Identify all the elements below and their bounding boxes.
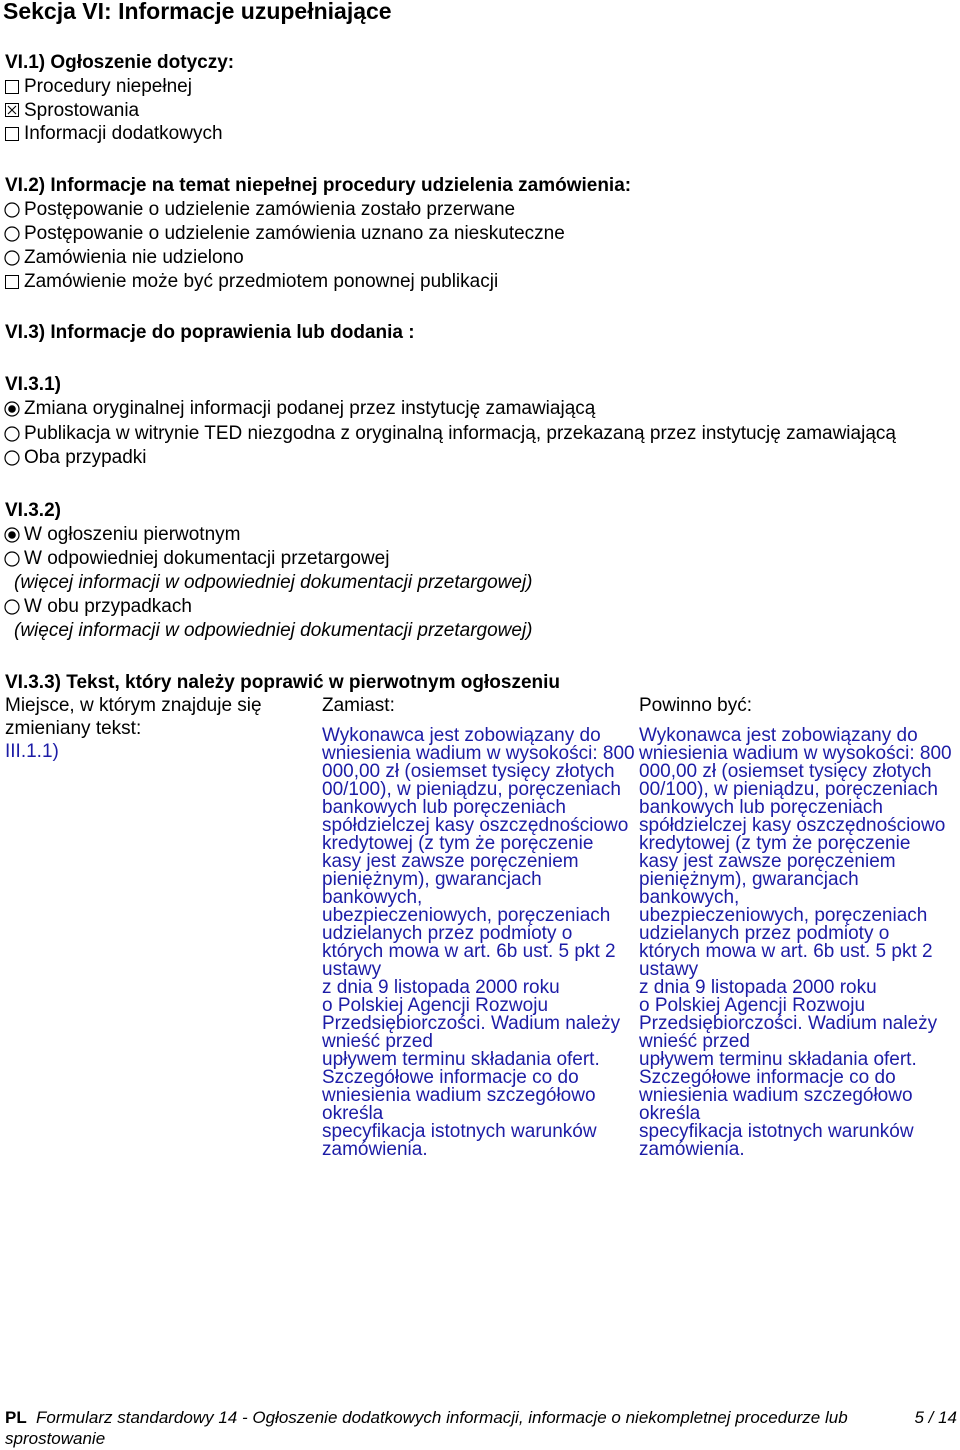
section-vi3-2 [0, 499, 960, 643]
footer-page-number: 5 / 14 [914, 1408, 957, 1427]
option-label: W ogłoszeniu pierwotnym [24, 524, 241, 545]
should-be-text-line: kredytowej (z tym że poręczenie [639, 833, 911, 854]
section-title: Sekcja VI: Informacje uzupełniające [3, 0, 392, 24]
should-be-text-line: ubezpieczeniowych, poręczeniach [639, 905, 928, 926]
option-label: Postępowanie o udzielenie zamówienia uznano za nieskuteczne [24, 223, 565, 244]
option-label: Zamówienia nie udzielono [24, 247, 244, 268]
footer-language-code: PL [5, 1408, 27, 1427]
instead-text-line: pieniężnym), gwarancjach [322, 869, 542, 890]
should-be-text-line: pieniężnym), gwarancjach [639, 869, 859, 890]
footer-form-title: Formularz standardowy 14 - Ogłoszenie dodatkowych informacji, informacje o niekompletnej procedurze lub [36, 1408, 848, 1427]
option-ponowna-publikacja [0, 270, 960, 294]
instead-column [322, 694, 637, 1159]
radio-empty-icon [4, 426, 20, 442]
option-label: Postępowanie o udzielenie zamówienia zostało przerwane [24, 199, 516, 220]
instead-text-line: 000,00 zł (osiemset tysięcy złotych [322, 761, 615, 782]
should-be-column-header: Powinno być: [639, 695, 753, 716]
option-label: Publikacja w witrynie TED niezgodna z oryginalną informacją, przekazaną przez instytucję zamawiającą [24, 422, 896, 444]
checkbox-empty-icon [5, 127, 19, 141]
option-label: W obu przypadkach [24, 596, 192, 617]
instead-text-line: 00/100), w pieniądzu, poręczeniach [322, 779, 621, 800]
should-be-text-line: kasy jest zawsze poręczeniem [639, 851, 896, 872]
should-be-text-line: udzielanych przez podmioty o [639, 923, 890, 944]
instead-text-line: specyfikacja istotnych warunków [322, 1121, 597, 1142]
radio-empty-icon [4, 599, 20, 615]
should-be-text-line: spółdzielczej kasy oszczędnościowo [639, 815, 946, 836]
option-oba-przypadki [0, 446, 960, 471]
radio-empty-icon [4, 551, 20, 567]
should-be-text-line: zamówienia. [639, 1139, 745, 1160]
changed-section-reference: III.1.1) [5, 741, 59, 762]
option-postepowanie-nieskuteczne [0, 222, 960, 246]
radio-empty-icon [4, 250, 20, 266]
option-label: Zmiana oryginalnej informacji podanej przez instytucję zamawiającą [24, 398, 596, 419]
instead-text-line: określa [322, 1103, 384, 1124]
should-be-text-line: 000,00 zł (osiemset tysięcy złotych [639, 761, 932, 782]
option-note: (więcej informacji w odpowiedniej dokumentacji przetargowej) [14, 620, 533, 641]
option-label: Sprostowania [24, 99, 140, 121]
section-vi2 [0, 174, 960, 294]
section-vi3-1 [0, 373, 960, 471]
should-be-text-line: Szczegółowe informacje co do [639, 1067, 896, 1088]
instead-text-line: Przedsiębiorczości. Wadium należy [322, 1013, 621, 1034]
checkbox-checked-icon [5, 103, 19, 117]
vi3-heading: VI.3) Informacje do poprawienia lub dodania : [5, 322, 415, 343]
option-label: Procedury niepełnej [24, 76, 192, 97]
vi31-heading: VI.3.1) [5, 374, 61, 395]
radio-selected-icon [4, 527, 20, 543]
vi2-heading: VI.2) Informacje na temat niepełnej procedury udzielenia zamówienia: [5, 175, 632, 196]
should-be-text-line: wnieść przed [639, 1031, 750, 1052]
instead-text-line: Wykonawca jest zobowiązany do [322, 725, 601, 746]
section-vi3 [0, 321, 960, 345]
should-be-text-line: wniesienia wadium w wysokości: 800 [639, 743, 952, 764]
instead-text-line: wniesienia wadium szczegółowo [322, 1085, 596, 1106]
should-be-text [639, 727, 957, 1159]
instead-text-line: udzielanych przez podmioty o [322, 923, 573, 944]
should-be-text-line: bankowych lub poręczeniach [639, 797, 883, 818]
radio-empty-icon [4, 226, 20, 242]
instead-text-line: wniesienia wadium w wysokości: 800 [322, 743, 635, 764]
instead-text-line: zamówienia. [322, 1139, 428, 1160]
option-sprostowania [0, 99, 960, 123]
instead-text-line: Szczegółowe informacje co do [322, 1067, 579, 1088]
instead-text-line: z dnia 9 listopada 2000 roku [322, 977, 560, 998]
section-vi1 [0, 51, 960, 146]
instead-text-line: o Polskiej Agencji Rozwoju [322, 995, 549, 1016]
radio-empty-icon [4, 202, 20, 218]
section-vi3-3 [0, 671, 960, 695]
instead-text-line: których mowa w art. 6b ust. 5 pkt 2 [322, 941, 616, 962]
vi32-heading: VI.3.2) [5, 500, 61, 521]
should-be-text-line: bankowych, [639, 887, 740, 908]
instead-text-line: upływem terminu składania ofert. [322, 1049, 600, 1070]
footer-form-title-continued: sprostowanie [5, 1429, 106, 1448]
should-be-text-line: Wykonawca jest zobowiązany do [639, 725, 918, 746]
option-publikacja-ted-niezgodna [0, 422, 960, 447]
place-column-header: Miejsce, w którym znajduje się zmieniany tekst: [5, 695, 262, 739]
option-procedury-niepelnej [0, 75, 960, 99]
option-w-obu-przypadkach [0, 595, 960, 619]
instead-text-line: wnieść przed [322, 1031, 433, 1052]
radio-empty-icon [4, 450, 20, 466]
instead-text-line: spółdzielczej kasy oszczędnościowo [322, 815, 629, 836]
should-be-text-line: których mowa w art. 6b ust. 5 pkt 2 [639, 941, 933, 962]
instead-text-line: bankowych lub poręczeniach [322, 797, 566, 818]
should-be-text-line: z dnia 9 listopada 2000 roku [639, 977, 877, 998]
should-be-text-line: wniesienia wadium szczegółowo [639, 1085, 913, 1106]
should-be-text-line: specyfikacja istotnych warunków [639, 1121, 914, 1142]
should-be-text-line: o Polskiej Agencji Rozwoju [639, 995, 866, 1016]
option-informacji-dodatkowych [0, 122, 960, 146]
instead-text-line: ustawy [322, 959, 382, 980]
option-label: Oba przypadki [24, 447, 147, 468]
radio-selected-icon [4, 401, 20, 417]
option-zmiana-oryginalnej-informacji [0, 397, 960, 422]
should-be-text-line: określa [639, 1103, 701, 1124]
should-be-text-line: ustawy [639, 959, 699, 980]
checkbox-empty-icon [5, 275, 19, 289]
should-be-text-line: Przedsiębiorczości. Wadium należy [639, 1013, 938, 1034]
should-be-column [639, 694, 957, 1159]
checkbox-empty-icon [5, 80, 19, 94]
option-note: (więcej informacji w odpowiedniej dokumentacji przetargowej) [14, 572, 533, 593]
instead-column-header: Zamiast: [322, 695, 395, 716]
option-zamowienia-nie-udzielono [0, 246, 960, 270]
instead-text-line: kredytowej (z tym że poręczenie [322, 833, 594, 854]
option-label: Zamówienie może być przedmiotem ponownej publikacji [24, 271, 499, 292]
option-w-dokumentacji-przetargowej [0, 547, 960, 571]
instead-text-line: ubezpieczeniowych, poręczeniach [322, 905, 611, 926]
option-w-ogloszeniu-pierwotnym [0, 523, 960, 547]
instead-text-line: kasy jest zawsze poręczeniem [322, 851, 579, 872]
page-footer [0, 1407, 960, 1449]
instead-text-line: bankowych, [322, 887, 423, 908]
vi33-heading: VI.3.3) Tekst, który należy poprawić w pierwotnym ogłoszeniu [5, 672, 560, 693]
option-label: W odpowiedniej dokumentacji przetargowej [24, 548, 390, 569]
vi1-heading: VI.1) Ogłoszenie dotyczy: [5, 52, 235, 73]
instead-text [322, 727, 637, 1159]
should-be-text-line: 00/100), w pieniądzu, poręczeniach [639, 779, 938, 800]
should-be-text-line: upływem terminu składania ofert. [639, 1049, 917, 1070]
place-column [5, 694, 305, 763]
option-postepowanie-przerwane [0, 198, 960, 222]
option-label: Informacji dodatkowych [24, 123, 223, 144]
